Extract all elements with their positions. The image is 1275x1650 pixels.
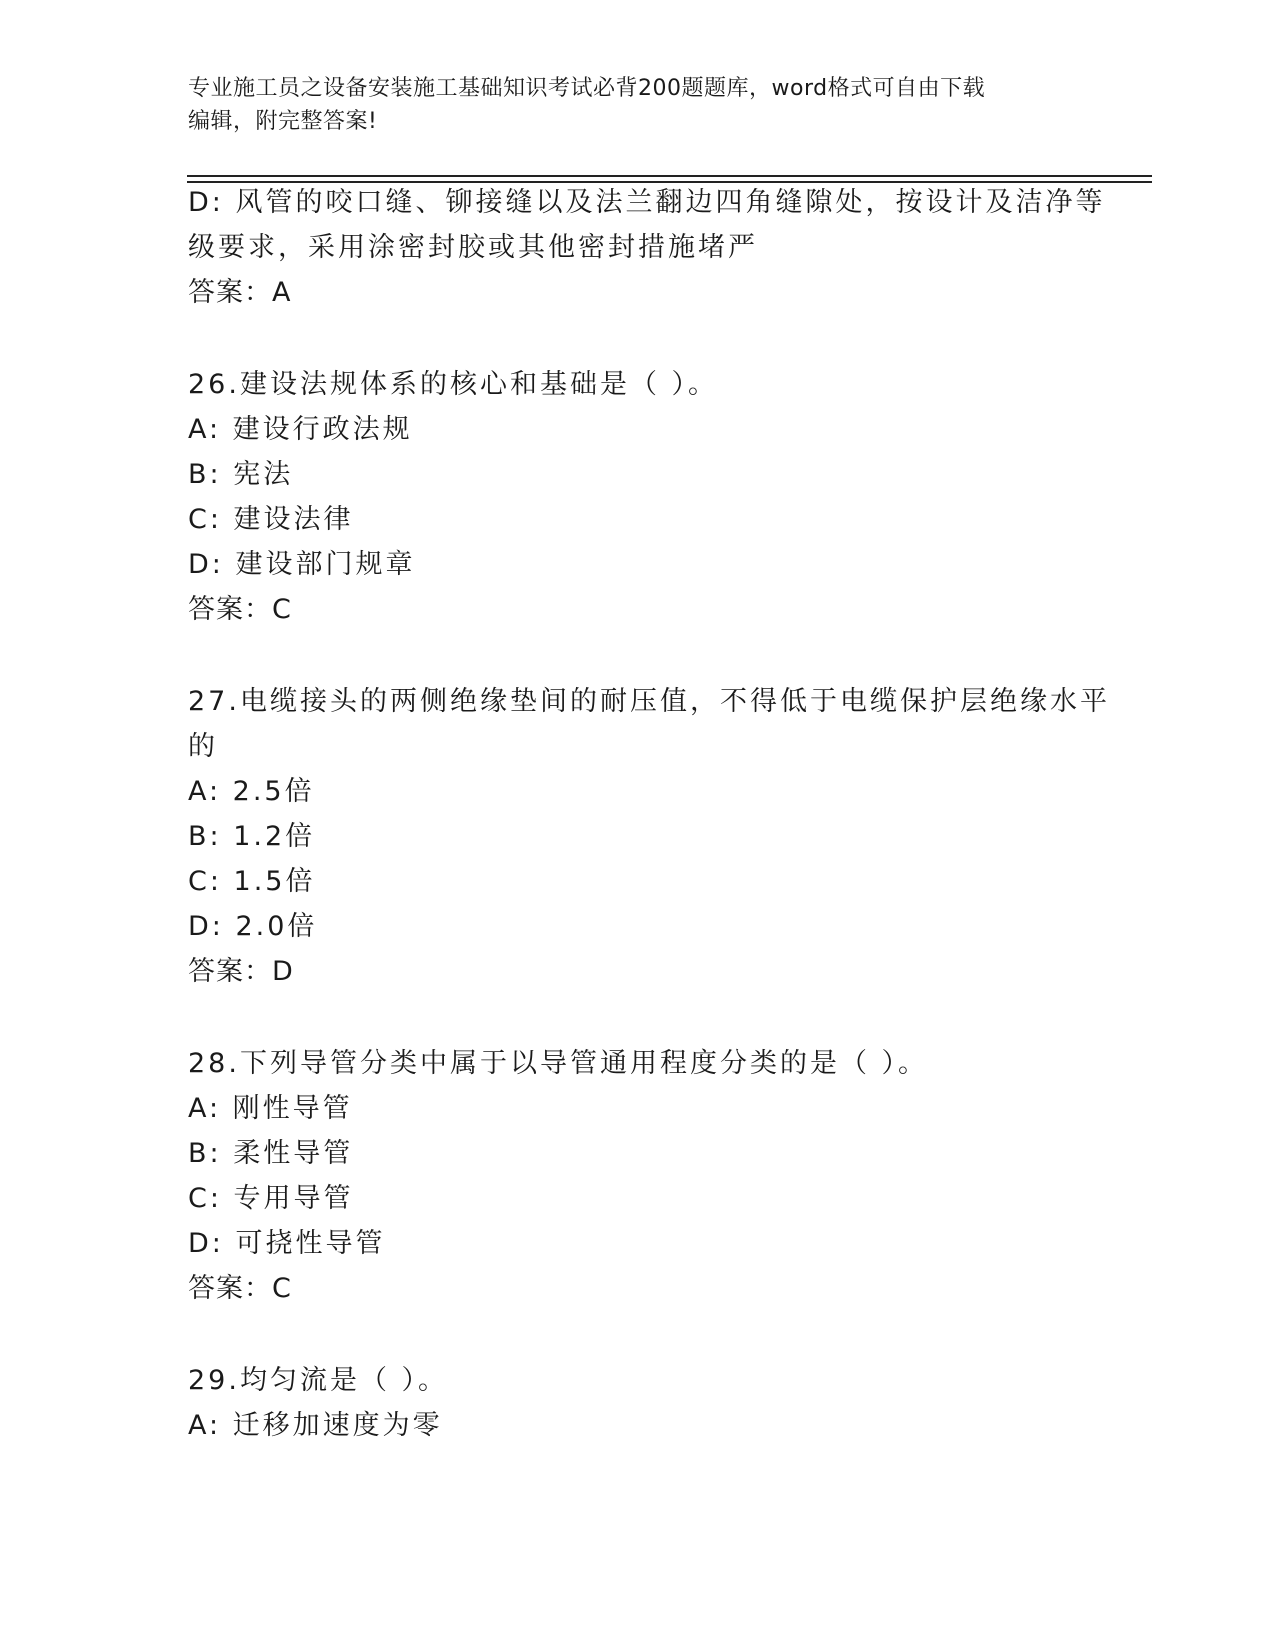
option-d: D: 风管的咬口缝、铆接缝以及法兰翻边四角缝隙处，按设计及洁净等	[188, 187, 1106, 218]
header-divider-top	[187, 175, 1152, 177]
option-d: D: 2.0倍	[188, 911, 318, 942]
answer-label: 答案：C	[188, 594, 292, 625]
option-a: A: 刚性导管	[188, 1093, 353, 1124]
spacer	[188, 994, 1088, 1041]
option-c: C: 专用导管	[188, 1183, 354, 1214]
question-list	[188, 180, 1110, 1448]
option-a: A: 迁移加速度为零	[188, 1410, 443, 1441]
option-a: A: 建设行政法规	[188, 414, 413, 445]
option-b: B: 宪法	[188, 459, 294, 490]
option-b: B: 1.2倍	[188, 821, 316, 852]
header-title-line-1: 专业施工员之设备安装施工基础知识考试必背200题题库，word格式可自由下载	[188, 76, 986, 101]
document-header	[188, 72, 1068, 138]
spacer	[188, 315, 1088, 362]
spacer	[188, 1311, 1088, 1358]
question-stem: 29.均匀流是（ ）。	[188, 1365, 449, 1396]
question-29	[188, 1358, 1088, 1448]
question-stem: 26.建设法规体系的核心和基础是（ ）。	[188, 369, 719, 400]
answer-label: 答案：C	[188, 1273, 292, 1304]
option-c: C: 1.5倍	[188, 866, 316, 897]
question-stem-continued: 的	[188, 731, 218, 762]
question-27	[188, 679, 1110, 994]
option-d: D: 可挠性导管	[188, 1228, 386, 1259]
option-d: D: 建设部门规章	[188, 549, 416, 580]
option-d-continued: 级要求，采用涂密封胶或其他密封措施堵严	[188, 232, 758, 263]
question-stem: 27.电缆接头的两侧绝缘垫间的耐压值，不得低于电缆保护层绝缘水平	[188, 686, 1110, 717]
question-28	[188, 1041, 1088, 1311]
question-26	[188, 362, 1088, 632]
answer-label: 答案：D	[188, 956, 294, 987]
option-a: A: 2.5倍	[188, 776, 315, 807]
prev-question	[188, 180, 1106, 315]
option-b: B: 柔性导管	[188, 1138, 354, 1169]
header-title-line-2: 编辑，附完整答案!	[188, 109, 378, 134]
answer-label: 答案：A	[188, 277, 292, 308]
spacer	[188, 632, 1088, 679]
option-c: C: 建设法律	[188, 504, 354, 535]
question-stem: 28.下列导管分类中属于以导管通用程度分类的是（ ）。	[188, 1048, 929, 1079]
